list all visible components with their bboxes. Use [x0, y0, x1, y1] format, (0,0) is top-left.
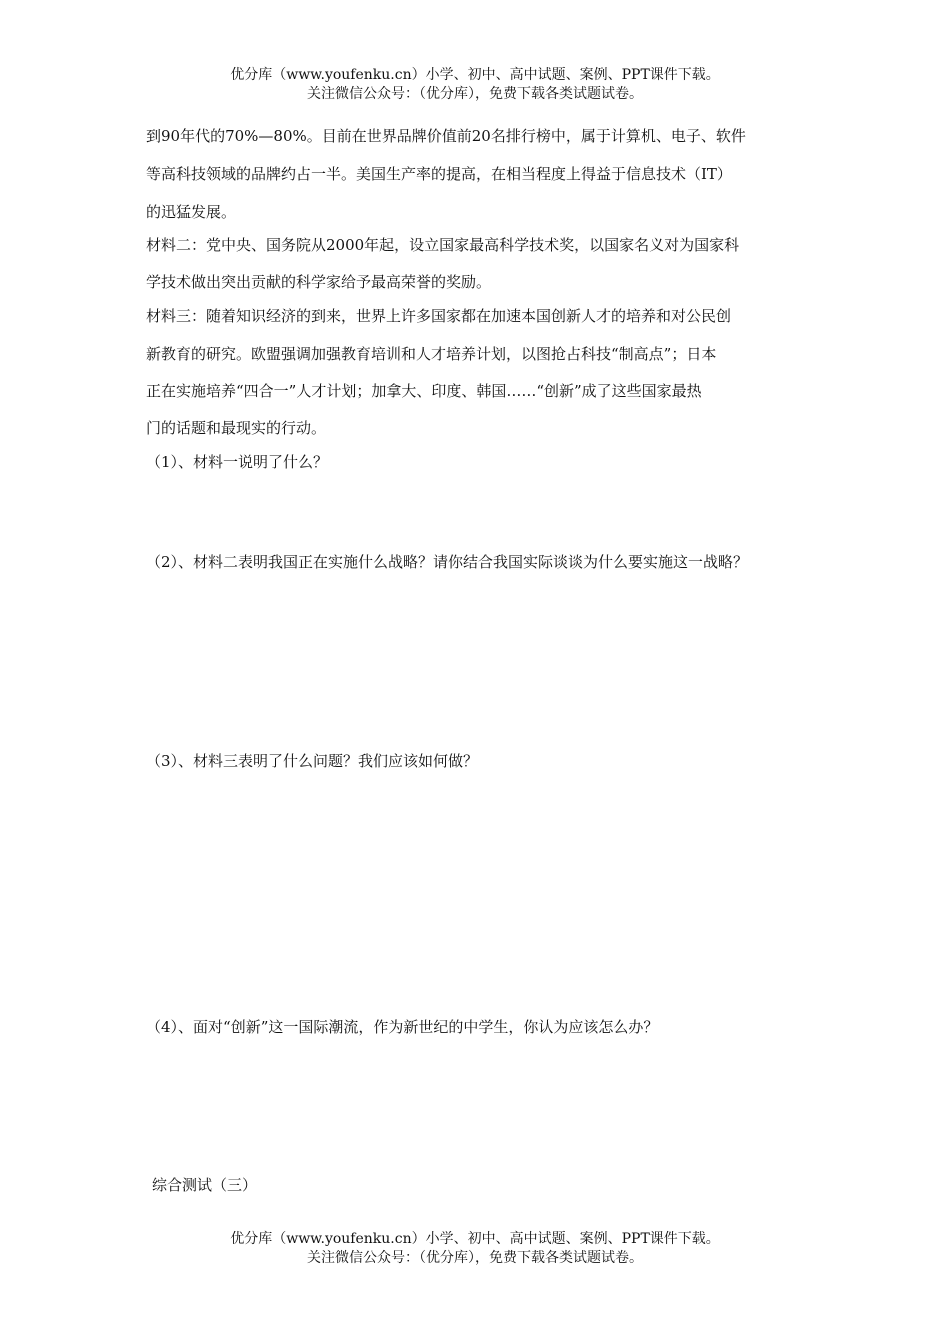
paragraph-line: 等高科技领域的品牌约占一半。美国生产率的提高，在相当程度上得益于信息技术（IT）	[146, 165, 732, 183]
page-header	[0, 66, 950, 104]
paragraph-line: 到90年代的70%—80%。目前在世界品牌价值前20名排行榜中，属于计算机、电子、软件	[146, 127, 746, 145]
question-2: （2）、材料二表明我国正在实施什么战略？请你结合我国实际谈谈为什么要实施这一战略？	[146, 553, 749, 571]
paragraph-line: 学技术做出突出贡献的科学家给予最高荣誉的奖励。	[146, 273, 492, 291]
question-3: （3）、材料三表明了什么问题？我们应该如何做？	[146, 752, 479, 770]
paragraph-line: 材料二：党中央、国务院从2000年起，设立国家最高科学技术奖，以国家名义对为国家科	[146, 236, 740, 254]
footer-line-2: 关注微信公众号：（优分库），免费下载各类试题试卷。	[307, 1250, 643, 1266]
question-4: （4）、面对“创新”这一国际潮流，作为新世纪的中学生，你认为应该怎么办？	[146, 1018, 659, 1036]
footer-line-1: 优分库（www.youfenku.cn）小学、初中、高中试题、案例、PPT课件下载。	[230, 1231, 720, 1247]
section-title: 综合测试（三）	[152, 1176, 258, 1194]
paragraph-line: 门的话题和最现实的行动。	[146, 419, 327, 437]
paragraph-line: 材料三：随着知识经济的到来，世界上许多国家都在加速本国创新人才的培养和对公民创	[146, 307, 732, 325]
question-1: （1）、材料一说明了什么？	[146, 453, 329, 471]
paragraph-line: 正在实施培养“四合一”人才计划；加拿大、印度、韩国……“创新”成了这些国家最热	[146, 382, 702, 400]
header-line-2: 关注微信公众号：（优分库），免费下载各类试题试卷。	[307, 86, 643, 102]
paragraph-line: 新教育的研究。欧盟强调加强教育培训和人才培养计划，以图抢占科技“制高点”；日本	[146, 345, 717, 363]
paragraph-line: 的迅猛发展。	[146, 203, 237, 221]
header-line-1: 优分库（www.youfenku.cn）小学、初中、高中试题、案例、PPT课件下载。	[230, 67, 720, 83]
page-footer	[0, 1230, 950, 1268]
